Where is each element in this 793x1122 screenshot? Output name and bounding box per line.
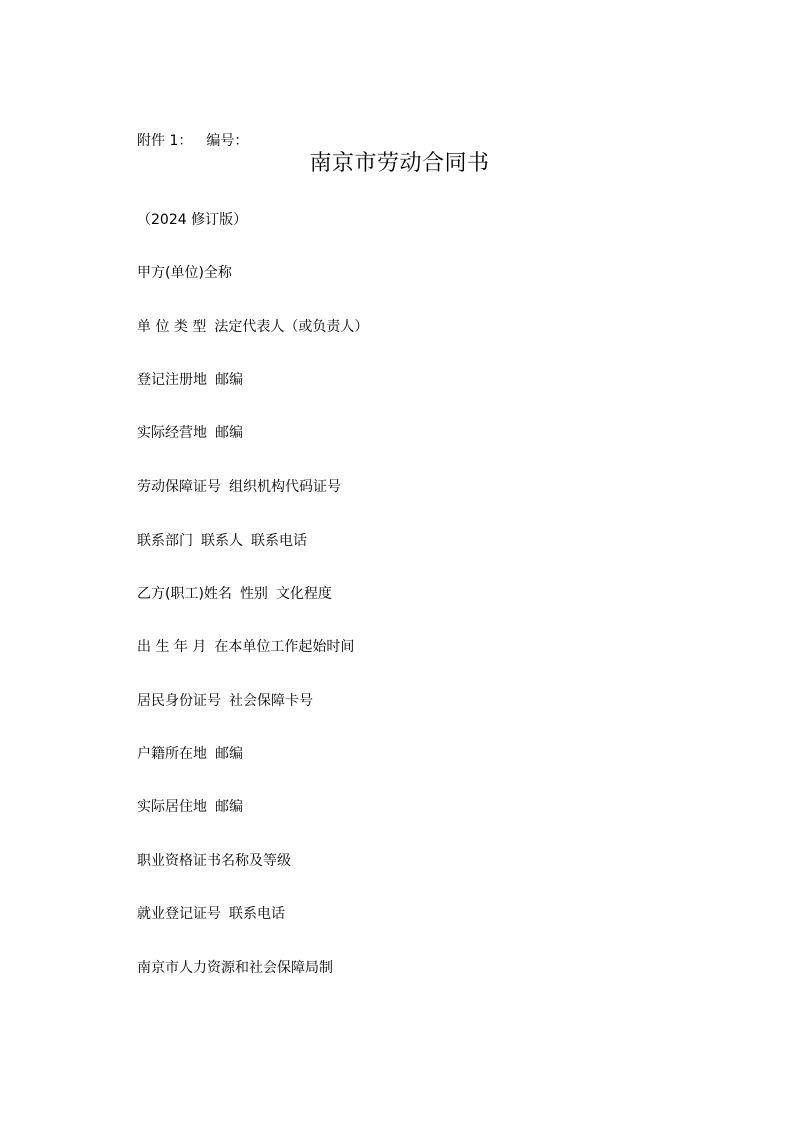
form-line-qualification	[137, 851, 291, 871]
document-title: 南京市劳动合同书	[309, 151, 490, 176]
form-line-employment-registration	[137, 904, 285, 924]
field-label: 出 生 年 月	[137, 639, 207, 655]
field-label: 联系人	[201, 533, 243, 549]
field-label: 职业资格证书名称及等级	[137, 853, 291, 869]
field-label: 实际居住地	[137, 799, 207, 815]
number-label: 编号：	[206, 133, 249, 149]
field-label: 法定代表人（或负责人）	[214, 319, 369, 335]
form-line-birth-date	[137, 637, 354, 657]
field-label: 单 位 类 型	[137, 319, 207, 335]
field-label: 邮编	[215, 746, 243, 762]
field-label: 联系电话	[229, 906, 285, 922]
form-line-labor-security-no	[137, 477, 341, 497]
form-line-party-b-name	[137, 584, 332, 604]
issuer-line	[137, 958, 333, 978]
form-line-residence	[137, 797, 243, 817]
field-label: 联系电话	[251, 533, 307, 549]
field-label: 甲方(单位)全称	[137, 265, 232, 281]
form-line-unit-type	[137, 317, 368, 337]
field-label: 联系部门	[137, 533, 193, 549]
issuer-label: 南京市人力资源和社会保障局制	[137, 960, 333, 976]
field-label: 性别	[239, 586, 268, 602]
header-line	[137, 131, 248, 151]
form-line-registered-address	[137, 370, 243, 390]
form-line-business-address	[137, 423, 243, 443]
form-line-id-number	[137, 691, 313, 711]
field-label: 劳动保障证号	[137, 479, 221, 495]
field-label: 在本单位工作起始时间	[214, 639, 355, 655]
field-label: 实际经营地	[137, 425, 207, 441]
form-line-household-register	[137, 744, 243, 764]
field-label: 文化程度	[275, 586, 332, 602]
field-label: 社会保障卡号	[229, 693, 313, 709]
version-label: （2024 修订版）	[137, 212, 248, 228]
field-label: 登记注册地	[137, 372, 207, 388]
form-line-party-a-name	[137, 263, 232, 283]
field-label: 居民身份证号	[137, 693, 221, 709]
form-line-contact-dept	[137, 531, 307, 551]
field-label: 组织机构代码证号	[229, 479, 341, 495]
field-label: 就业登记证号	[137, 906, 221, 922]
field-label: 户籍所在地	[137, 746, 207, 762]
field-label: 邮编	[215, 425, 243, 441]
field-label: 乙方(职工)姓名	[137, 586, 232, 602]
attachment-label: 附件 1：	[137, 133, 193, 149]
field-label: 邮编	[215, 372, 243, 388]
field-label: 邮编	[215, 799, 243, 815]
